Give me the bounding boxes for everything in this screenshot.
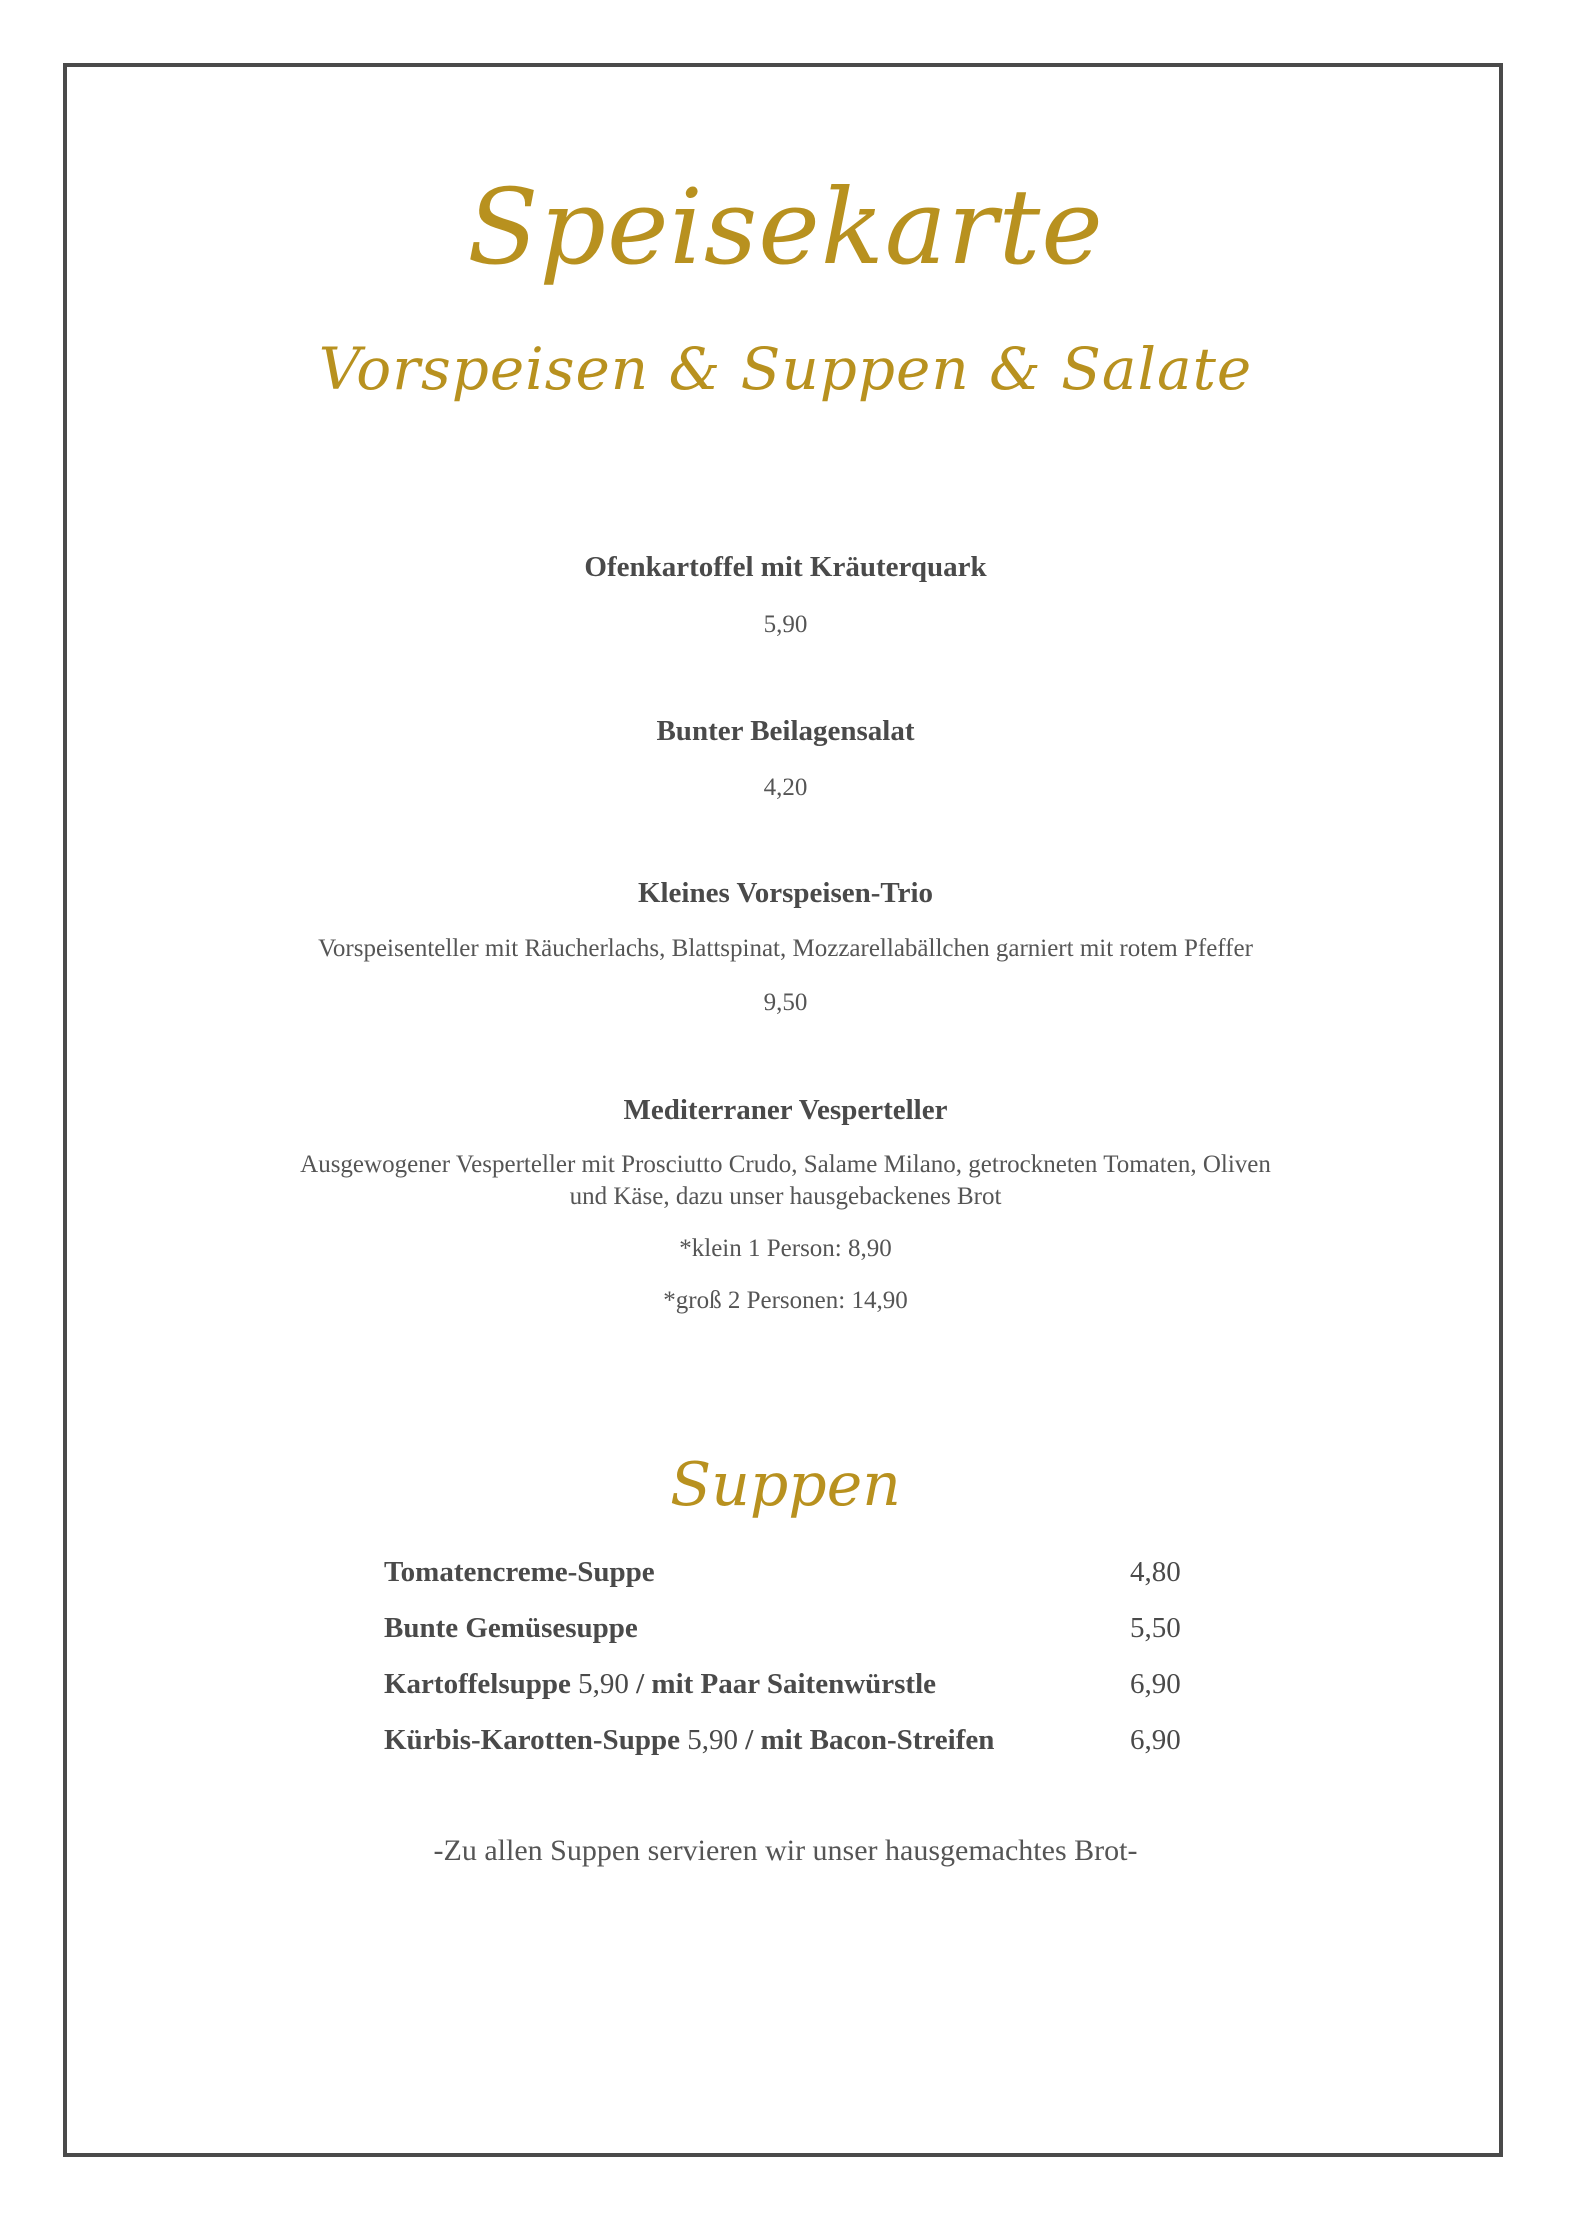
soup-price: 6,90 xyxy=(1130,1724,1181,1756)
starter-price-beilagensalat: 4,20 xyxy=(763,774,808,801)
soup-extra: / mit Paar Saitenwürstle xyxy=(636,1668,937,1700)
starter-name-vorspeisen-trio: Kleines Vorspeisen-Trio xyxy=(637,877,934,909)
soup-base-price: 5,90 xyxy=(687,1724,738,1756)
soup-name xyxy=(384,1720,994,1760)
soup-extra: / mit Bacon-Streifen xyxy=(745,1724,995,1756)
starter-option-small: *klein 1 Person: 8,90 xyxy=(679,1235,892,1262)
starter-name-vesperteller: Mediterraner Vesperteller xyxy=(623,1094,948,1126)
soup-price: 4,80 xyxy=(1130,1556,1181,1588)
soup-row xyxy=(384,1608,1190,1648)
soup-name-main: Tomatencreme-Suppe xyxy=(384,1556,655,1588)
starter-description-line: und Käse, dazu unser hausgebackenes Brot xyxy=(569,1183,1002,1210)
soup-name-main: Kartoffelsuppe xyxy=(384,1668,571,1700)
starter-option-large: *groß 2 Personen: 14,90 xyxy=(663,1287,908,1314)
starter-description-line: Ausgewogener Vesperteller mit Prosciutto Crudo, Salame Milano, getrockneten Tomaten, Oliven xyxy=(300,1151,1271,1178)
soup-row xyxy=(384,1552,1190,1592)
menu-title: Speisekarte xyxy=(467,166,1104,288)
soups-heading: Suppen xyxy=(670,1450,901,1520)
soup-price: 5,50 xyxy=(1130,1612,1181,1644)
starter-name-beilagensalat: Bunter Beilagensalat xyxy=(656,715,915,747)
menu-subtitle: Vorspeisen & Suppen & Salate xyxy=(318,335,1253,403)
starter-price-vorspeisen-trio: 9,50 xyxy=(763,989,808,1016)
soup-name xyxy=(384,1552,655,1592)
soup-name xyxy=(384,1664,936,1704)
starter-description-vesperteller xyxy=(200,1149,1371,1213)
starter-description-vorspeisen-trio: Vorspeisenteller mit Räucherlachs, Blattspinat, Mozzarellabällchen garniert mit rotem Pfeffer xyxy=(318,935,1253,962)
starter-name-ofenkartoffel: Ofenkartoffel mit Kräuterquark xyxy=(584,551,987,583)
soup-row xyxy=(384,1720,1190,1760)
soup-name-main: Bunte Gemüsesuppe xyxy=(384,1612,638,1644)
soup-name-main: Kürbis-Karotten-Suppe xyxy=(384,1724,680,1756)
soup-price: 6,90 xyxy=(1130,1668,1181,1700)
starter-price-ofenkartoffel: 5,90 xyxy=(763,611,808,638)
soup-name xyxy=(384,1608,638,1648)
soup-base-price: 5,90 xyxy=(578,1668,629,1700)
soups-bread-note: -Zu allen Suppen servieren wir unser hausgemachtes Brot- xyxy=(433,1834,1138,1867)
soup-row xyxy=(384,1664,1190,1704)
